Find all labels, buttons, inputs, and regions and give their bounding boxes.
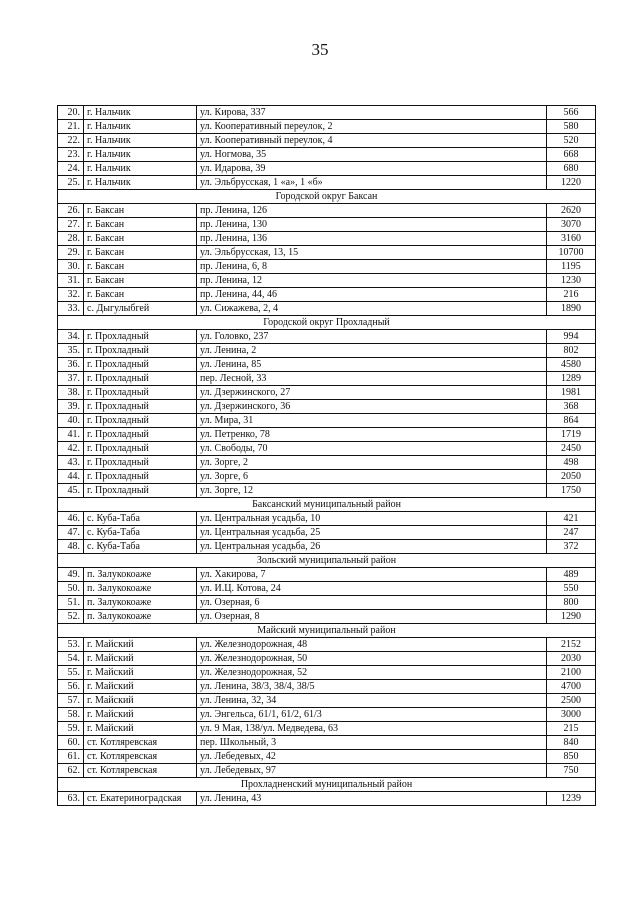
address-cell: ул. Ленина, 2: [197, 344, 547, 358]
table-row: [58, 596, 596, 610]
address-cell: ул. Ногмова, 35: [197, 148, 547, 162]
city-cell: г. Прохладный: [84, 442, 197, 456]
table-row: [58, 610, 596, 624]
table-row: [58, 666, 596, 680]
row-number-cell: 53.: [58, 638, 84, 652]
address-cell: ул. Эльбрусская, 13, 15: [197, 246, 547, 260]
section-title: Прохладненский муниципальный район: [58, 778, 596, 792]
city-cell: г. Прохладный: [84, 372, 197, 386]
value-cell: 994: [547, 330, 596, 344]
table-row: [58, 218, 596, 232]
address-cell: ул. Энгельса, 61/1, 61/2, 61/3: [197, 708, 547, 722]
city-cell: г. Прохладный: [84, 344, 197, 358]
section-header-row: [58, 554, 596, 568]
value-cell: 800: [547, 596, 596, 610]
address-cell: ул. Ленина, 32, 34: [197, 694, 547, 708]
value-cell: 2100: [547, 666, 596, 680]
value-cell: 4580: [547, 358, 596, 372]
row-number-cell: 41.: [58, 428, 84, 442]
row-number-cell: 37.: [58, 372, 84, 386]
address-cell: пр. Ленина, 6, 8: [197, 260, 547, 274]
value-cell: 3000: [547, 708, 596, 722]
address-cell: ул. Кирова, 337: [197, 106, 547, 120]
city-cell: г. Майский: [84, 638, 197, 652]
table-row: [58, 694, 596, 708]
table-row: [58, 106, 596, 120]
row-number-cell: 21.: [58, 120, 84, 134]
address-cell: пр. Ленина, 12: [197, 274, 547, 288]
address-cell: ул. Сижажева, 2, 4: [197, 302, 547, 316]
city-cell: г. Баксан: [84, 246, 197, 260]
page-number: 35: [311, 40, 329, 59]
city-cell: г. Прохладный: [84, 414, 197, 428]
section-header-row: [58, 624, 596, 638]
city-cell: г. Баксан: [84, 204, 197, 218]
city-cell: г. Майский: [84, 694, 197, 708]
value-cell: 2500: [547, 694, 596, 708]
city-cell: г. Баксан: [84, 274, 197, 288]
section-header-row: [58, 498, 596, 512]
value-cell: 864: [547, 414, 596, 428]
value-cell: 1750: [547, 484, 596, 498]
row-number-cell: 56.: [58, 680, 84, 694]
address-cell: ул. И.Ц. Котова, 24: [197, 582, 547, 596]
row-number-cell: 29.: [58, 246, 84, 260]
row-number-cell: 22.: [58, 134, 84, 148]
address-cell: ул. Озерная, 6: [197, 596, 547, 610]
address-cell: ул. Ленина, 43: [197, 792, 547, 806]
row-number-cell: 28.: [58, 232, 84, 246]
table-row: [58, 722, 596, 736]
city-cell: г. Прохладный: [84, 456, 197, 470]
value-cell: 372: [547, 540, 596, 554]
city-cell: г. Прохладный: [84, 400, 197, 414]
table-row: [58, 652, 596, 666]
value-cell: 216: [547, 288, 596, 302]
value-cell: 840: [547, 736, 596, 750]
city-cell: г. Прохладный: [84, 428, 197, 442]
table-row: [58, 708, 596, 722]
section-header-row: [58, 190, 596, 204]
value-cell: 850: [547, 750, 596, 764]
table-row: [58, 792, 596, 806]
value-cell: 1220: [547, 176, 596, 190]
section-title: Городской округ Прохладный: [58, 316, 596, 330]
value-cell: 2030: [547, 652, 596, 666]
city-cell: с. Куба-Таба: [84, 512, 197, 526]
address-cell: ул. Свободы, 70: [197, 442, 547, 456]
city-cell: г. Прохладный: [84, 484, 197, 498]
table-row: [58, 288, 596, 302]
table-row: [58, 246, 596, 260]
row-number-cell: 39.: [58, 400, 84, 414]
table-row: [58, 750, 596, 764]
value-cell: 1289: [547, 372, 596, 386]
address-cell: ул. Идарова, 39: [197, 162, 547, 176]
row-number-cell: 47.: [58, 526, 84, 540]
address-cell: пер. Лесной, 33: [197, 372, 547, 386]
city-cell: г. Майский: [84, 722, 197, 736]
city-cell: г. Нальчик: [84, 176, 197, 190]
row-number-cell: 60.: [58, 736, 84, 750]
section-header-row: [58, 778, 596, 792]
row-number-cell: 32.: [58, 288, 84, 302]
table-row: [58, 372, 596, 386]
city-cell: г. Майский: [84, 652, 197, 666]
section-header-row: [58, 316, 596, 330]
row-number-cell: 44.: [58, 470, 84, 484]
table-row: [58, 148, 596, 162]
city-cell: г. Майский: [84, 680, 197, 694]
row-number-cell: 62.: [58, 764, 84, 778]
row-number-cell: 40.: [58, 414, 84, 428]
table-row: [58, 134, 596, 148]
row-number-cell: 33.: [58, 302, 84, 316]
row-number-cell: 34.: [58, 330, 84, 344]
address-cell: ул. Мира, 31: [197, 414, 547, 428]
address-cell: ул. Центральная усадьба, 25: [197, 526, 547, 540]
value-cell: 1981: [547, 386, 596, 400]
row-number-cell: 26.: [58, 204, 84, 218]
value-cell: 10700: [547, 246, 596, 260]
address-cell: пр. Ленина, 136: [197, 232, 547, 246]
city-cell: г. Баксан: [84, 288, 197, 302]
address-cell: ул. Лебедевых, 97: [197, 764, 547, 778]
value-cell: 1239: [547, 792, 596, 806]
row-number-cell: 51.: [58, 596, 84, 610]
address-cell: ул. Лебедевых, 42: [197, 750, 547, 764]
value-cell: 1890: [547, 302, 596, 316]
address-cell: ул. Железнодорожная, 48: [197, 638, 547, 652]
city-cell: г. Прохладный: [84, 330, 197, 344]
city-cell: п. Залукокоаже: [84, 610, 197, 624]
city-cell: г. Прохладный: [84, 386, 197, 400]
city-cell: г. Прохладный: [84, 470, 197, 484]
city-cell: ст. Котляревская: [84, 750, 197, 764]
address-cell: ул. Центральная усадьба, 10: [197, 512, 547, 526]
row-number-cell: 24.: [58, 162, 84, 176]
table-row: [58, 512, 596, 526]
table-row: [58, 120, 596, 134]
value-cell: 750: [547, 764, 596, 778]
value-cell: 489: [547, 568, 596, 582]
city-cell: г. Нальчик: [84, 134, 197, 148]
row-number-cell: 42.: [58, 442, 84, 456]
address-cell: ул. Железнодорожная, 52: [197, 666, 547, 680]
table-row: [58, 260, 596, 274]
row-number-cell: 20.: [58, 106, 84, 120]
address-cell: ул. Зорге, 12: [197, 484, 547, 498]
row-number-cell: 25.: [58, 176, 84, 190]
row-number-cell: 52.: [58, 610, 84, 624]
value-cell: 802: [547, 344, 596, 358]
section-title: Майский муниципальный район: [58, 624, 596, 638]
address-cell: ул. Дзержинского, 36: [197, 400, 547, 414]
table-row: [58, 302, 596, 316]
section-title: Зольский муниципальный район: [58, 554, 596, 568]
address-cell: ул. Зорге, 6: [197, 470, 547, 484]
row-number-cell: 61.: [58, 750, 84, 764]
row-number-cell: 38.: [58, 386, 84, 400]
city-cell: п. Залукокоаже: [84, 596, 197, 610]
table-row: [58, 456, 596, 470]
table-row: [58, 358, 596, 372]
table-row: [58, 414, 596, 428]
table-row: [58, 568, 596, 582]
row-number-cell: 45.: [58, 484, 84, 498]
table-row: [58, 386, 596, 400]
row-number-cell: 49.: [58, 568, 84, 582]
row-number-cell: 27.: [58, 218, 84, 232]
value-cell: 1719: [547, 428, 596, 442]
table-row: [58, 274, 596, 288]
city-cell: г. Нальчик: [84, 162, 197, 176]
city-cell: г. Прохладный: [84, 358, 197, 372]
row-number-cell: 31.: [58, 274, 84, 288]
address-cell: пр. Ленина, 130: [197, 218, 547, 232]
value-cell: 1230: [547, 274, 596, 288]
city-cell: с. Куба-Таба: [84, 526, 197, 540]
city-cell: п. Залукокоаже: [84, 582, 197, 596]
value-cell: 580: [547, 120, 596, 134]
value-cell: 3070: [547, 218, 596, 232]
row-number-cell: 54.: [58, 652, 84, 666]
city-cell: п. Залукокоаже: [84, 568, 197, 582]
address-cell: ул. Ленина, 38/3, 38/4, 38/5: [197, 680, 547, 694]
address-cell: ул. Зорге, 2: [197, 456, 547, 470]
row-number-cell: 58.: [58, 708, 84, 722]
table-row: [58, 540, 596, 554]
value-cell: 2450: [547, 442, 596, 456]
row-number-cell: 63.: [58, 792, 84, 806]
value-cell: 2050: [547, 470, 596, 484]
table-row: [58, 162, 596, 176]
table-row: [58, 232, 596, 246]
row-number-cell: 57.: [58, 694, 84, 708]
row-number-cell: 46.: [58, 512, 84, 526]
value-cell: 4700: [547, 680, 596, 694]
address-cell: пер. Школьный, 3: [197, 736, 547, 750]
value-cell: 215: [547, 722, 596, 736]
address-cell: пр. Ленина, 126: [197, 204, 547, 218]
city-cell: с. Куба-Таба: [84, 540, 197, 554]
address-cell: ул. Эльбрусская, 1 «а», 1 «б»: [197, 176, 547, 190]
value-cell: 2620: [547, 204, 596, 218]
value-cell: 1195: [547, 260, 596, 274]
address-cell: ул. Железнодорожная, 50: [197, 652, 547, 666]
table-row: [58, 764, 596, 778]
row-number-cell: 36.: [58, 358, 84, 372]
table-row: [58, 176, 596, 190]
city-cell: г. Баксан: [84, 232, 197, 246]
address-cell: ул. 9 Мая, 138/ул. Медведева, 63: [197, 722, 547, 736]
addresses-table: [57, 105, 596, 806]
value-cell: 520: [547, 134, 596, 148]
value-cell: 421: [547, 512, 596, 526]
city-cell: г. Нальчик: [84, 148, 197, 162]
table-row: [58, 428, 596, 442]
value-cell: 680: [547, 162, 596, 176]
table-row: [58, 484, 596, 498]
address-cell: ул. Ленина, 85: [197, 358, 547, 372]
city-cell: г. Баксан: [84, 260, 197, 274]
section-title: Городской округ Баксан: [58, 190, 596, 204]
row-number-cell: 43.: [58, 456, 84, 470]
value-cell: 368: [547, 400, 596, 414]
address-cell: ул. Головко, 237: [197, 330, 547, 344]
value-cell: 550: [547, 582, 596, 596]
city-cell: г. Нальчик: [84, 120, 197, 134]
value-cell: 247: [547, 526, 596, 540]
table-row: [58, 582, 596, 596]
city-cell: г. Майский: [84, 666, 197, 680]
row-number-cell: 23.: [58, 148, 84, 162]
table-row: [58, 680, 596, 694]
city-cell: г. Баксан: [84, 218, 197, 232]
row-number-cell: 48.: [58, 540, 84, 554]
row-number-cell: 59.: [58, 722, 84, 736]
city-cell: г. Майский: [84, 708, 197, 722]
table-row: [58, 330, 596, 344]
row-number-cell: 55.: [58, 666, 84, 680]
table-row: [58, 344, 596, 358]
city-cell: ст. Котляревская: [84, 764, 197, 778]
address-cell: ул. Кооперативный переулок, 2: [197, 120, 547, 134]
table-row: [58, 442, 596, 456]
address-cell: ул. Петренко, 78: [197, 428, 547, 442]
table-row: [58, 736, 596, 750]
address-cell: пр. Ленина, 44, 46: [197, 288, 547, 302]
city-cell: ст. Котляревская: [84, 736, 197, 750]
address-cell: ул. Центральная усадьба, 26: [197, 540, 547, 554]
row-number-cell: 35.: [58, 344, 84, 358]
city-cell: ст. Екатериноградская: [84, 792, 197, 806]
table-row: [58, 470, 596, 484]
table-row: [58, 204, 596, 218]
value-cell: 2152: [547, 638, 596, 652]
table-row: [58, 526, 596, 540]
table-body: [58, 106, 596, 806]
value-cell: 566: [547, 106, 596, 120]
table-row: [58, 400, 596, 414]
value-cell: 668: [547, 148, 596, 162]
section-title: Баксанский муниципальный район: [58, 498, 596, 512]
value-cell: 498: [547, 456, 596, 470]
city-cell: г. Нальчик: [84, 106, 197, 120]
value-cell: 3160: [547, 232, 596, 246]
address-cell: ул. Кооперативный переулок, 4: [197, 134, 547, 148]
address-cell: ул. Хакирова, 7: [197, 568, 547, 582]
city-cell: с. Дыгулыбгей: [84, 302, 197, 316]
address-cell: ул. Озерная, 8: [197, 610, 547, 624]
value-cell: 1290: [547, 610, 596, 624]
address-cell: ул. Дзержинского, 27: [197, 386, 547, 400]
row-number-cell: 30.: [58, 260, 84, 274]
table-row: [58, 638, 596, 652]
row-number-cell: 50.: [58, 582, 84, 596]
